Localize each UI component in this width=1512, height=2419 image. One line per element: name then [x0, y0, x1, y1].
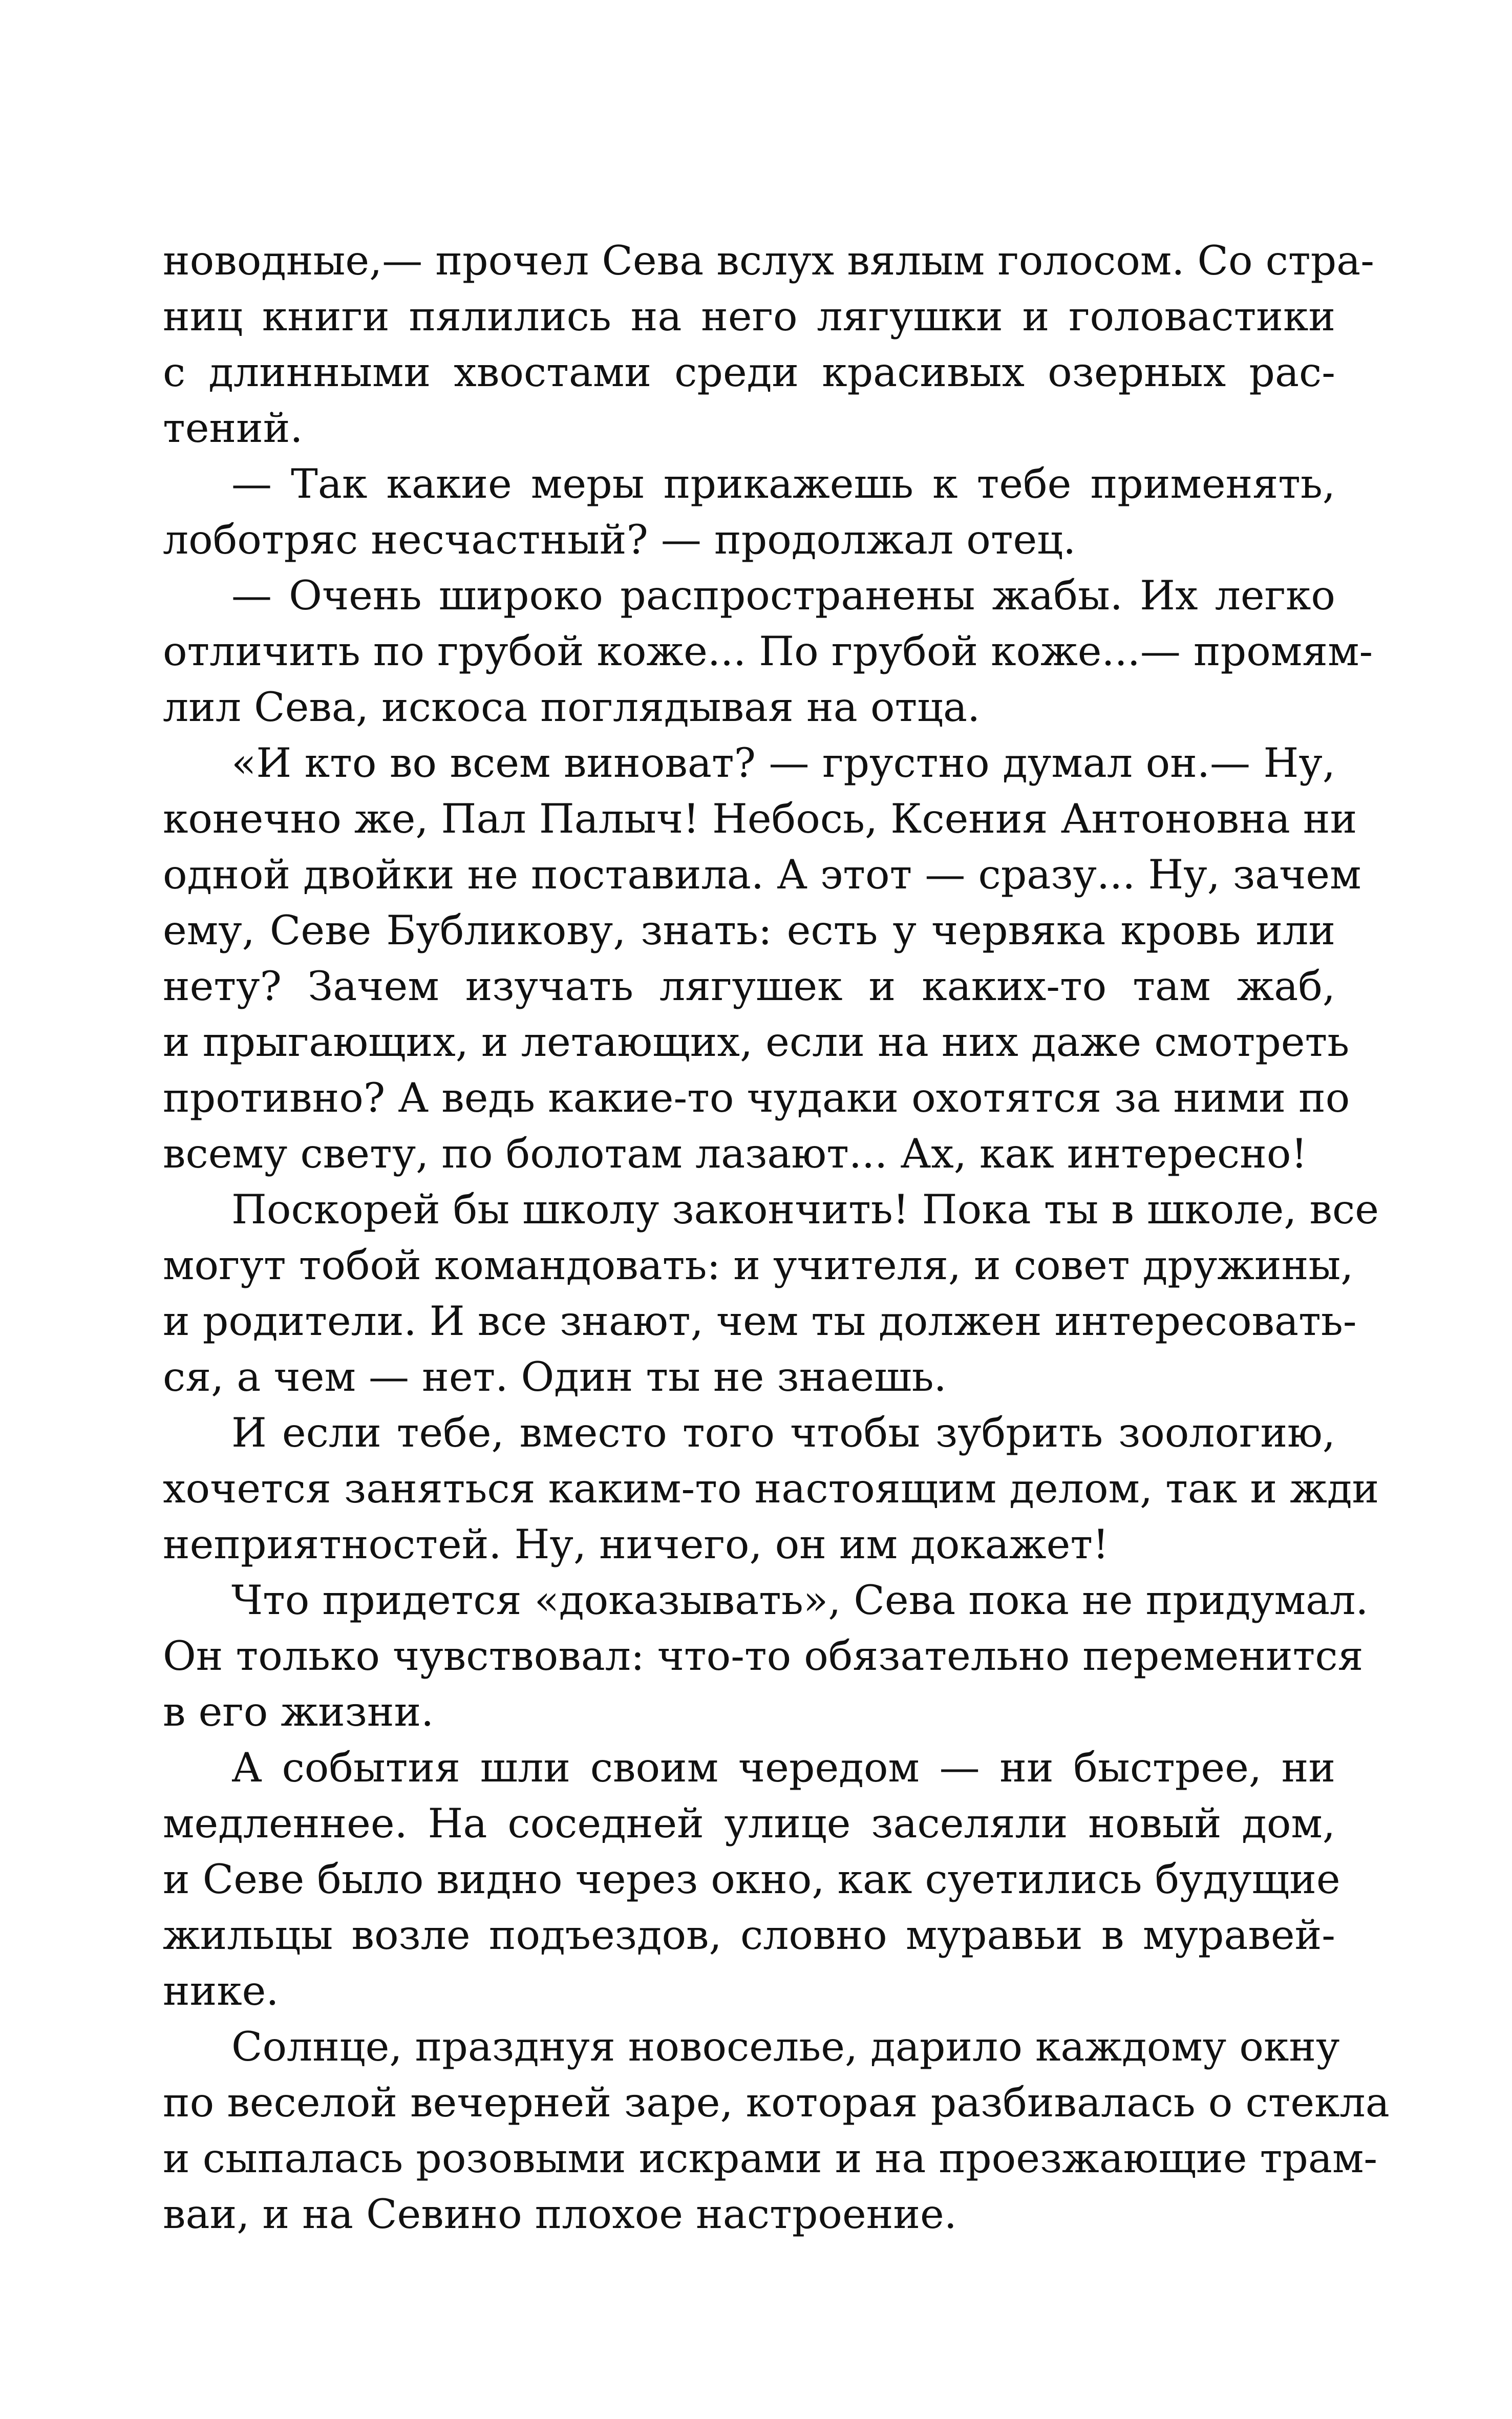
text-line: новодные,— прочел Сева вслух вялым голосом. Со стра- — [163, 237, 1374, 284]
text-line: ся, а чем — нет. Один ты не знаешь. — [163, 1353, 947, 1401]
text-line: по веселой вечерней заре, которая разбивалась о стекла — [163, 2079, 1390, 2126]
text-line: отличить по грубой коже... По грубой коже...— промям- — [163, 628, 1373, 675]
text-line: ваи, и на Севино плохое настроение. — [163, 2191, 957, 2238]
paragraph — [163, 1740, 1340, 2019]
text-line: и Севе было видно через окно, как суетились будущие — [163, 1856, 1340, 1903]
text-line: — Очень широко распространены жабы. Их легко — [231, 572, 1335, 619]
text-line: конечно же, Пал Палыч! Небось, Ксения Антоновна ни — [163, 795, 1357, 842]
text-line: с длинными хвостами среди красивых озерных рас- — [163, 349, 1335, 396]
text-line: в его жизни. — [163, 1688, 434, 1735]
text-line: тений. — [163, 405, 303, 452]
page-text — [163, 233, 1390, 2242]
paragraph — [163, 2019, 1390, 2242]
text-line: неприятностей. Ну, ничего, он им докажет! — [163, 1521, 1109, 1568]
text-line: и родители. И все знают, чем ты должен интересовать- — [163, 1298, 1357, 1345]
text-line: ему, Севе Бубликову, знать: есть у червяка кровь или — [163, 907, 1335, 954]
paragraph — [163, 1573, 1369, 1740]
text-line: Солнце, празднуя новоселье, дарило каждому окну — [231, 2023, 1340, 2070]
text-line: И если тебе, вместо того чтобы зубрить зоологию, — [231, 1409, 1335, 1456]
text-line: А события шли своим чередом — ни быстрее, ни — [231, 1744, 1335, 1791]
paragraph — [163, 1405, 1379, 1573]
text-line: Что придется «доказывать», Сева пока не придумал. — [231, 1577, 1369, 1624]
paragraph — [163, 1182, 1379, 1405]
text-line: и прыгающих, и летающих, если на них даже смотреть — [163, 1018, 1350, 1066]
text-line: жильцы возле подъездов, словно муравьи в муравей- — [163, 1912, 1335, 1959]
text-line: и сыпалась розовыми искрами и на проезжающие трам- — [163, 2135, 1378, 2182]
text-line: хочется заняться каким-то настоящим делом, так и жди — [163, 1465, 1379, 1512]
text-line: нике. — [163, 1967, 279, 2014]
text-line: лоботряс несчастный? — продолжал отец. — [163, 516, 1076, 563]
text-line: Он только чувствовал: что-то обязательно переменится — [163, 1632, 1364, 1680]
text-line: Поскорей бы школу закончить! Пока ты в школе, все — [231, 1186, 1379, 1233]
text-line: могут тобой командовать: и учителя, и совет дружины, — [163, 1242, 1354, 1289]
text-line: одной двойки не поставила. А этот — сразу... Ну, зачем — [163, 851, 1361, 898]
text-line: медленнее. На соседней улице заселяли новый дом, — [163, 1800, 1335, 1847]
text-line: нету? Зачем изучать лягушек и каких-то там жаб, — [163, 963, 1335, 1010]
text-line: всему свету, по болотам лазают... Ах, как интересно! — [163, 1130, 1308, 1177]
text-line: — Так какие меры прикажешь к тебе применять, — [231, 460, 1335, 507]
text-line: ниц книги пялились на него лягушки и головастики — [163, 293, 1335, 340]
paragraph — [163, 568, 1373, 735]
text-line: «И кто во всем виноват? — грустно думал он.— Ну, — [231, 739, 1335, 787]
paragraph — [163, 456, 1335, 568]
paragraph — [163, 735, 1361, 1182]
text-line: лил Сева, искоса поглядывая на отца. — [163, 684, 981, 731]
paragraph — [163, 233, 1374, 456]
text-line: противно? А ведь какие-то чудаки охотятся за ними по — [163, 1074, 1350, 1121]
